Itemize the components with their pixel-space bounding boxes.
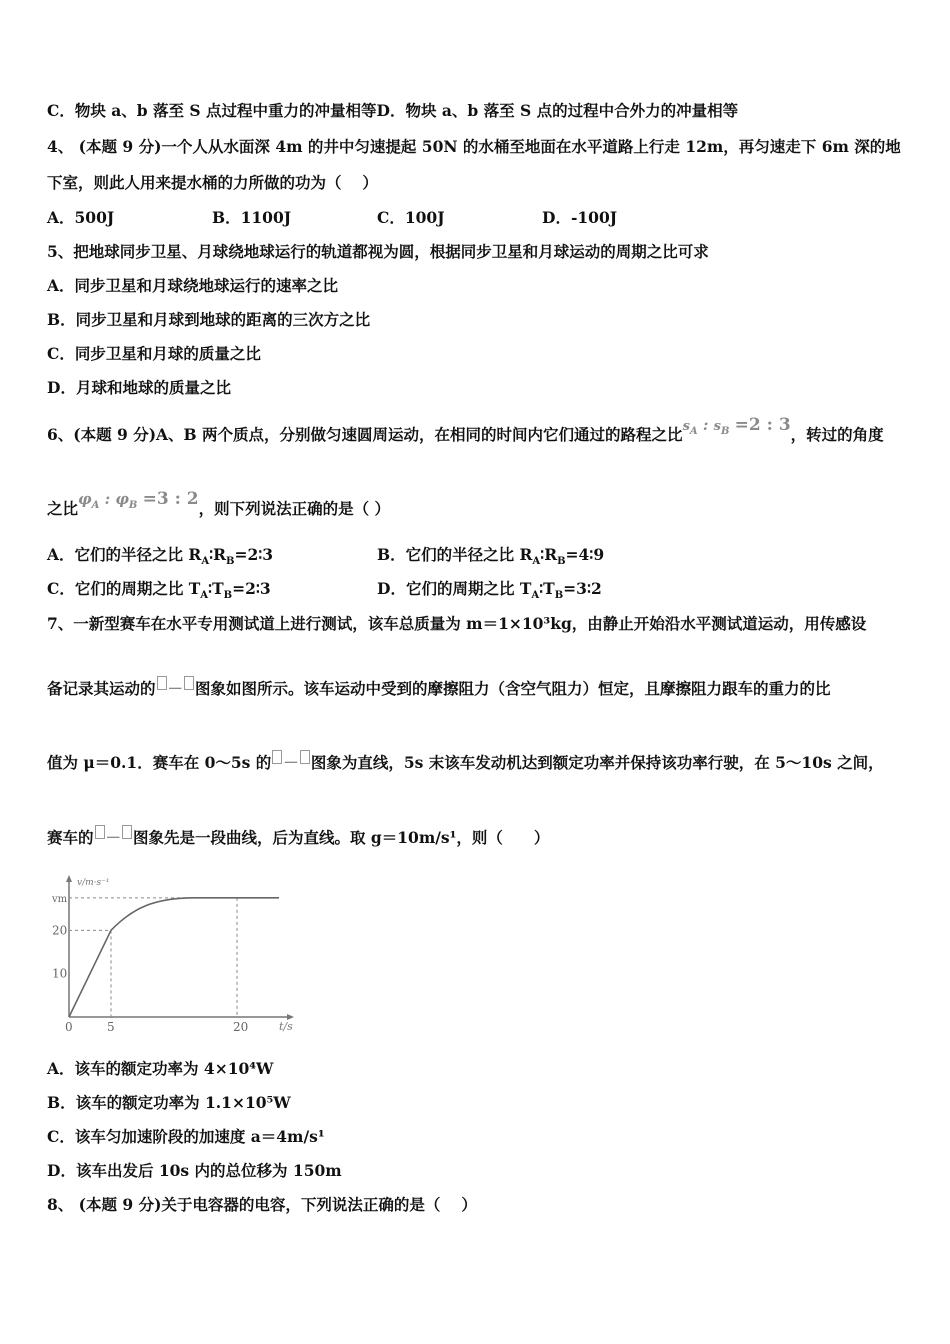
- q7-line2-b: 图象如图所示。该车运动中受到的摩擦阻力（含空气阻力）恒定，且摩擦阻力跟车的重力的比: [195, 679, 831, 698]
- y-tick-label: 10: [52, 966, 68, 981]
- q7-option-b: B．该车的额定功率为 1.1×10⁵W: [47, 1093, 291, 1112]
- missing-glyph-icon: [122, 825, 132, 839]
- q6-line2-end: ，则下列说法正确的是（ ）: [198, 499, 391, 518]
- q6-option-a-value: =2∶3: [234, 545, 274, 564]
- q6-option-a-text: A．它们的半径之比 R: [47, 545, 202, 564]
- q7-stem-line2: 备记录其运动的 － 图象如图所示。该车运动中受到的摩擦阻力（含空气阻力）恒定，且摩擦阻力跟车的重力的比: [47, 676, 831, 699]
- missing-glyph-icon: [95, 825, 105, 839]
- q6-option-b-text: B．它们的半径之比 R: [377, 545, 533, 564]
- q7-line3-b: 图象为直线，5s 末该车发动机达到额定功率并保持该功率行驶，在 5～10s 之间，: [310, 753, 884, 772]
- q6-option-c: C．它们的周期之比 $T_A∶T_B=2∶3$: [47, 579, 271, 602]
- q6-option-c-value: =2∶3: [232, 579, 271, 598]
- q6-option-c-text: C．它们的周期之比 T: [47, 579, 201, 598]
- q6-stem-line2: [47, 489, 391, 526]
- q6-option-a: A．它们的半径之比 $R_A∶R_B=2∶3$: [47, 545, 274, 568]
- q6-stem-start: 6、(本题 9 分)A、B 两个质点，分别做匀速圆周运动，在相同的时间内它们通过的路程之比: [47, 425, 683, 444]
- q6-stem-line1: [47, 415, 884, 452]
- q7-stem-line4: 赛车的 － 图象先是一段曲线，后为直线。取 g＝10m/s¹，则（ ）: [47, 825, 549, 848]
- x-tick-label: 20: [233, 1020, 249, 1034]
- q4-option-c: C．100J: [377, 208, 445, 227]
- q7-line4-b: 图象先是一段曲线，后为直线。取 g＝10m/s¹，则（ ）: [133, 828, 550, 847]
- q7-option-d: D．该车出发后 10s 内的总位移为 150m: [47, 1161, 342, 1180]
- q6-option-d-text: D．它们的周期之比 T: [377, 579, 532, 598]
- q6-option-b: B．它们的半径之比 $R_A∶R_B=4∶9$: [377, 545, 605, 568]
- q6-line2-start: 之比: [47, 499, 79, 518]
- q5-option-a: A．同步卫星和月球绕地球运行的速率之比: [47, 276, 339, 295]
- q7-stem-line3: 值为 μ＝0.1．赛车在 0～5s 的 － 图象为直线，5s 末该车发动机达到额定功率并保持该功率行驶，在 5～10s 之间，: [47, 750, 884, 773]
- q6-option-b-value: =4∶9: [565, 545, 605, 564]
- missing-glyph-icon: [184, 676, 194, 690]
- x-tick-label: 5: [107, 1020, 115, 1034]
- q3-option-c-d: C．物块 a、b 落至 S 点过程中重力的冲量相等D．物块 a、b 落至 S 点的过程中合外力的冲量相等: [47, 101, 739, 120]
- ratio-s-formula: $s_A$ : $s_B =2$ : 3: [682, 415, 791, 437]
- q6-stem-mid: ，转过的角度: [790, 425, 884, 444]
- q5-stem: 5、把地球同步卫星、月球绕地球运行的轨道都视为圆，根据同步卫星和月球运动的周期之比可求: [47, 242, 709, 261]
- ratio-phi-value: =3 : 2: [142, 489, 199, 509]
- q5-option-b: B．同步卫星和月球到地球的距离的三次方之比: [47, 310, 371, 329]
- x-tick-label: 0: [65, 1020, 73, 1034]
- y-axis-arrow: [66, 875, 72, 882]
- q4-option-b: B．1100J: [212, 208, 292, 227]
- q7-line4-a: 赛车的: [47, 828, 94, 847]
- q7-option-a: A．该车的额定功率为 4×10⁴W: [47, 1059, 274, 1078]
- y-axis-label: v/m·s⁻¹: [77, 878, 110, 888]
- y-tick-label: vm: [52, 893, 68, 905]
- q5-option-c: C．同步卫星和月球的质量之比: [47, 344, 261, 363]
- q4-stem-line2: 下室，则此人用来提水桶的力所做的功为（ ）: [47, 173, 378, 192]
- vt-curve: [69, 898, 279, 1017]
- q4-option-d: D．-100J: [542, 208, 618, 227]
- q7-stem-line1: 7、一新型赛车在水平专用测试道上进行测试，该车总质量为 m＝1×10³kg，由静止开始沿水平测试道运动，用传感设: [47, 614, 867, 633]
- x-axis-label: t/s: [279, 1020, 293, 1033]
- q5-option-d: D．月球和地球的质量之比: [47, 378, 231, 397]
- ratio-phi-formula: $\varphi_A$ : $\varphi_B =3$ : 2: [78, 489, 199, 511]
- q7-option-c: C．该车匀加速阶段的加速度 a＝4m/s¹: [47, 1127, 325, 1146]
- vt-graph: [44, 870, 294, 1040]
- missing-glyph-icon: [272, 750, 282, 764]
- q4-stem-line1: 4、 (本题 9 分)一个人从水面深 4m 的井中匀速提起 50N 的水桶至地面在水平道路上行走 12m，再匀速走下 6m 深的地: [47, 137, 901, 156]
- missing-glyph-icon: [157, 676, 167, 690]
- q6-option-d-value: =3∶2: [563, 579, 602, 598]
- q8-stem: 8、 (本题 9 分)关于电容器的电容，下列说法正确的是（ ）: [47, 1195, 477, 1214]
- y-tick-label: 20: [52, 923, 68, 938]
- q7-line3-a: 值为 μ＝0.1．赛车在 0～5s 的: [47, 753, 272, 772]
- q6-option-d: D．它们的周期之比 $T_A∶T_B=3∶2$: [377, 579, 602, 602]
- ratio-s-value: =2 : 3: [734, 415, 791, 435]
- missing-glyph-icon: [300, 750, 310, 764]
- q4-option-a: A．500J: [47, 208, 115, 227]
- q7-line2-a: 备记录其运动的: [47, 679, 156, 698]
